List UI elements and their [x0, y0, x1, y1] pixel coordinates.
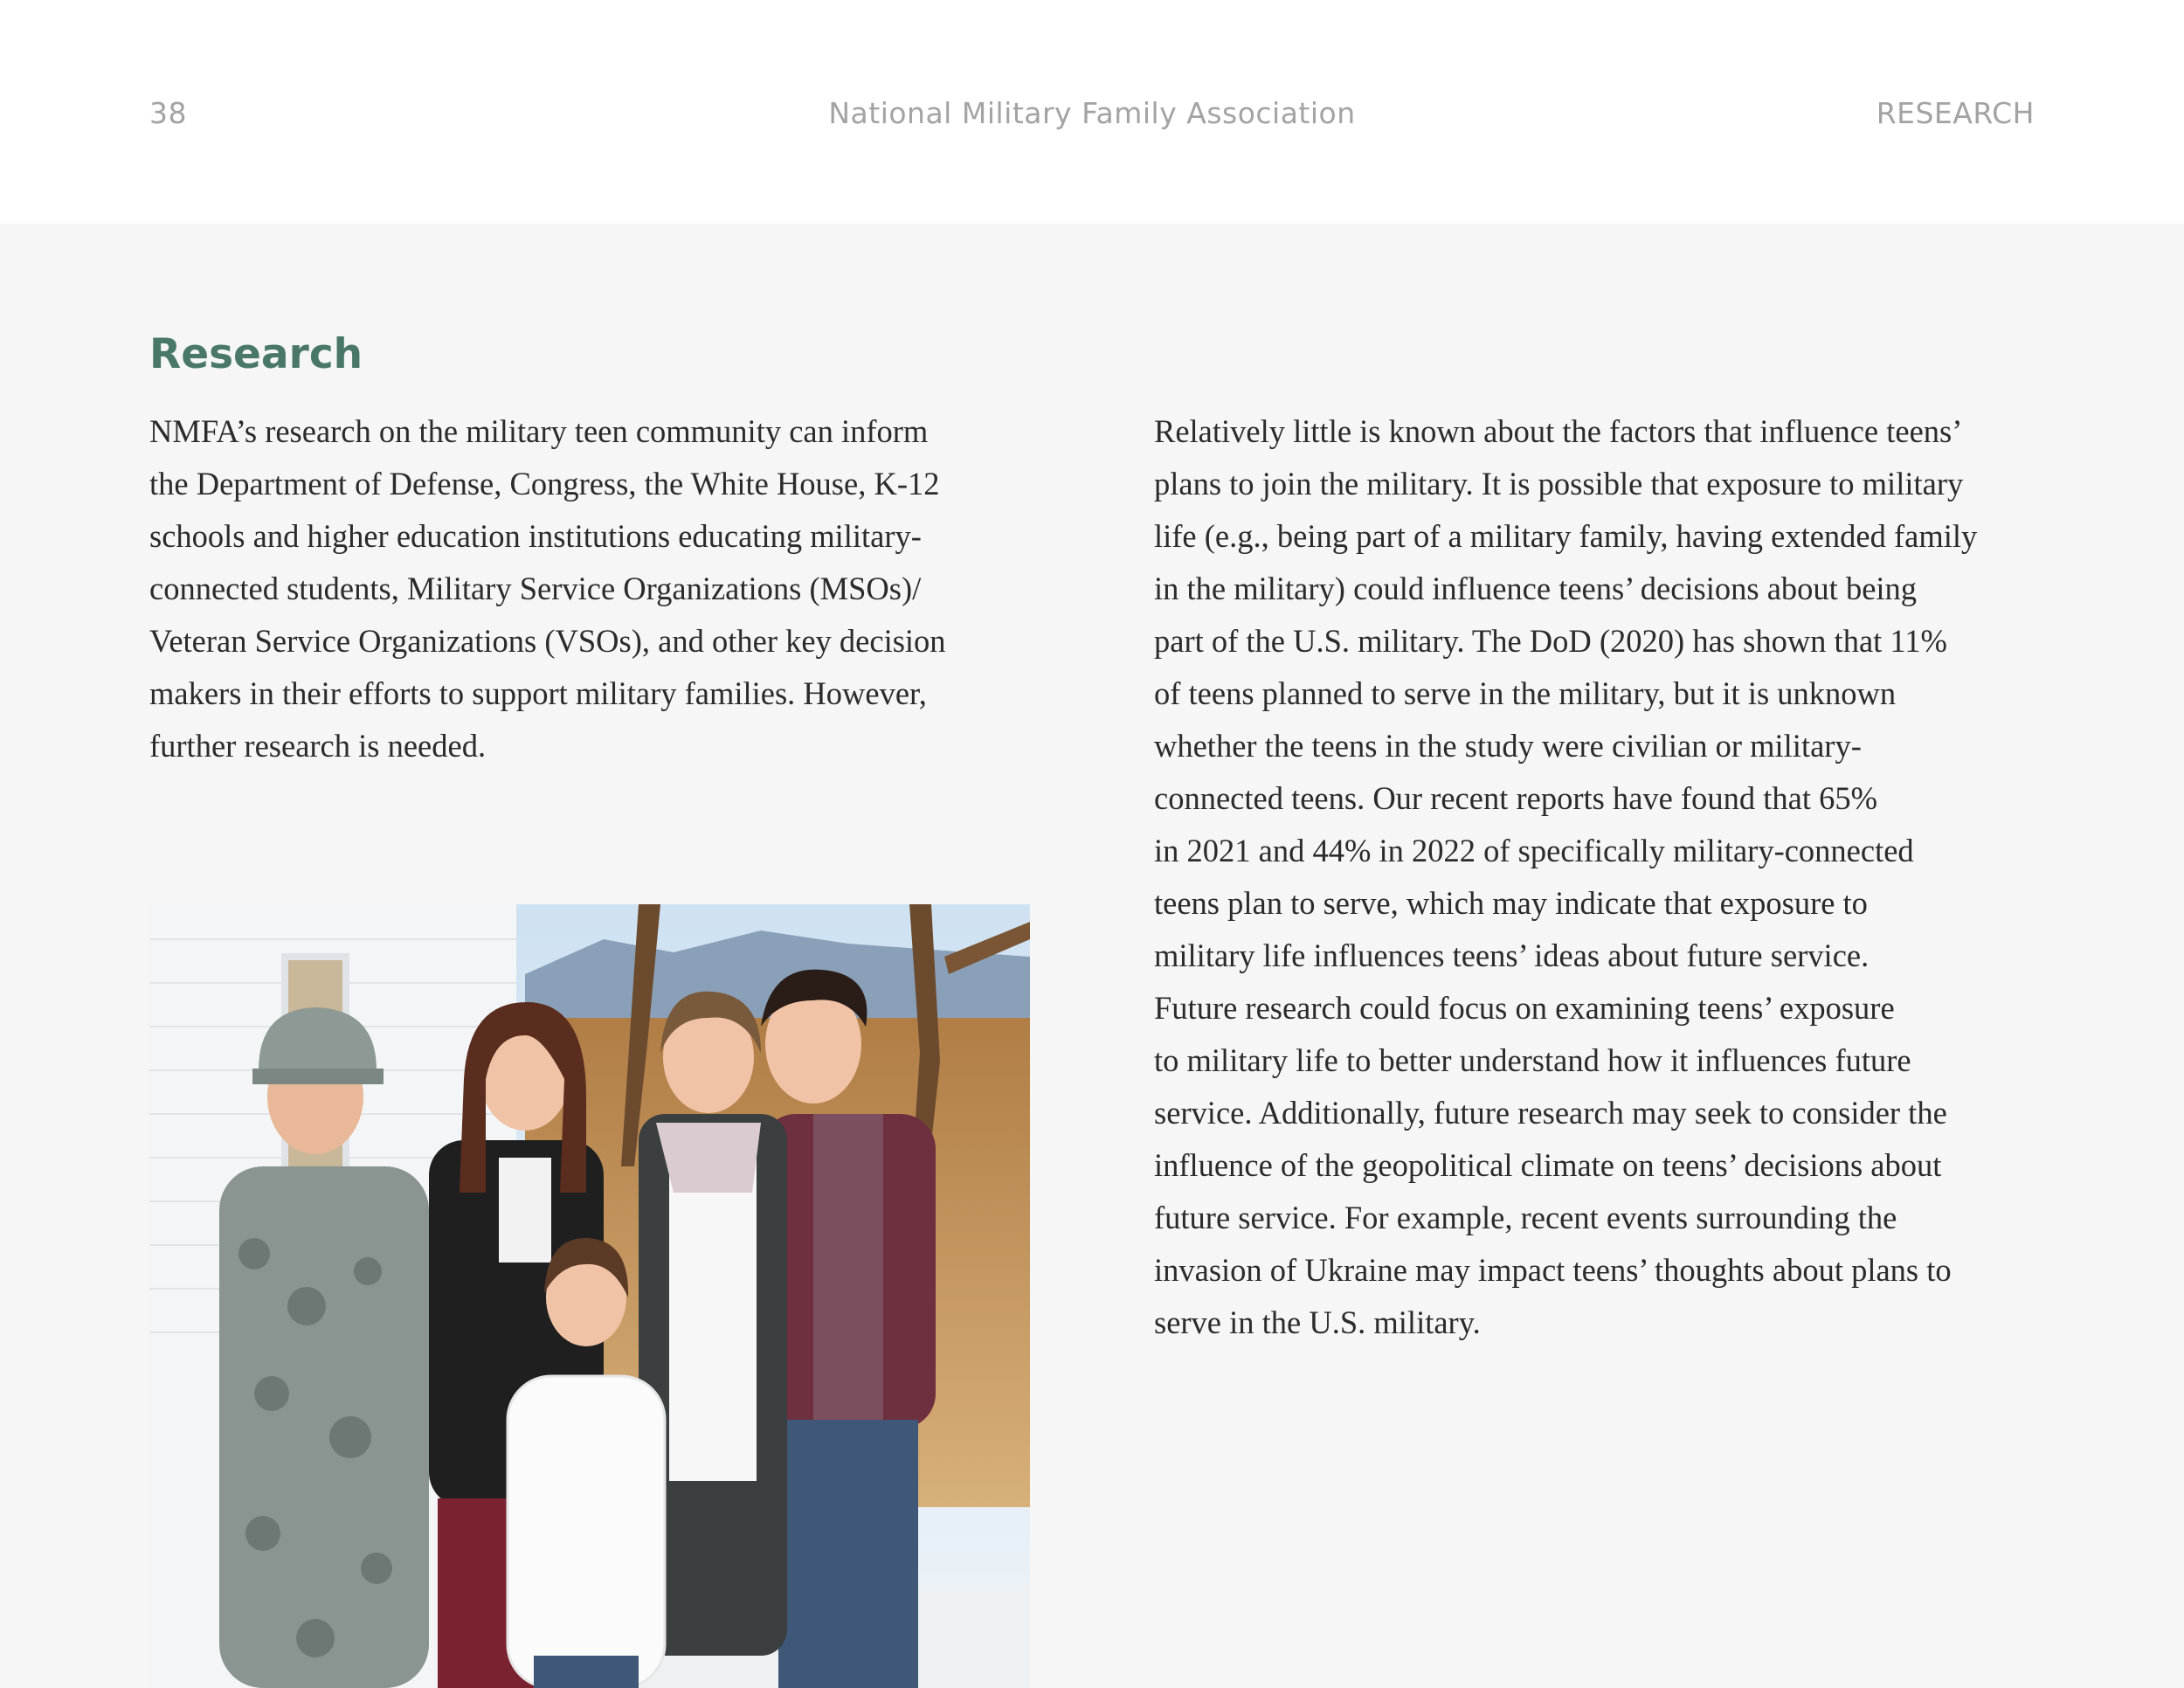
text-line: teens plan to serve, which may indicate that exposure to	[1154, 885, 1868, 921]
text-line: influence of the geopolitical climate on teens’ decisions about	[1154, 1147, 1942, 1183]
text-line: NMFA’s research on the military teen community can inform	[149, 413, 929, 449]
page-number: 38	[149, 96, 187, 130]
text-line: in the military) could influence teens’ decisions about being	[1154, 571, 1918, 606]
text-line: schools and higher education institutions educating military-	[149, 518, 922, 554]
text-line: further research is needed.	[149, 728, 487, 764]
text-line: military life influences teens’ ideas about future service.	[1154, 937, 1870, 973]
text-line: service. Additionally, future research may seek to consider the	[1154, 1095, 1947, 1131]
text-line: connected students, Military Service Organizations (MSOs)/	[149, 571, 922, 606]
left-column-text	[149, 405, 1032, 772]
text-line: in 2021 and 44% in 2022 of specifically military-connected	[1154, 833, 1914, 868]
text-line: whether the teens in the study were civilian or military-	[1154, 728, 1862, 764]
text-line: life (e.g., being part of a military family, having extended family	[1154, 518, 1978, 554]
text-line: to military life to better understand how it influences future	[1154, 1042, 1911, 1078]
organization-name: National Military Family Association	[828, 96, 1356, 130]
text-line: Relatively little is known about the factors that influence teens’	[1154, 413, 1963, 449]
section-title: Research	[149, 330, 363, 378]
text-line: part of the U.S. military. The DoD (2020) has shown that 11%	[1154, 623, 1947, 659]
text-line: serve in the U.S. military.	[1154, 1304, 1481, 1340]
text-line: the Department of Defense, Congress, the White House, K-12	[149, 466, 940, 502]
text-line: Veteran Service Organizations (VSOs), and other key decision	[149, 623, 946, 659]
text-line: connected teens. Our recent reports have found that 65%	[1154, 780, 1878, 816]
page-header	[0, 0, 2184, 224]
text-line: invasion of Ukraine may impact teens’ thoughts about plans to	[1154, 1252, 1952, 1288]
text-line: future service. For example, recent events surrounding the	[1154, 1200, 1897, 1235]
family-photo	[149, 904, 1030, 1688]
section-label: RESEARCH	[1876, 96, 2035, 130]
text-line: makers in their efforts to support military families. However,	[149, 675, 927, 711]
text-line: plans to join the military. It is possible that exposure to military	[1154, 466, 1964, 502]
text-line: of teens planned to serve in the military, but it is unknown	[1154, 675, 1897, 711]
text-line: Future research could focus on examining teens’ exposure	[1154, 990, 1895, 1026]
right-column-text	[1154, 405, 2036, 1349]
